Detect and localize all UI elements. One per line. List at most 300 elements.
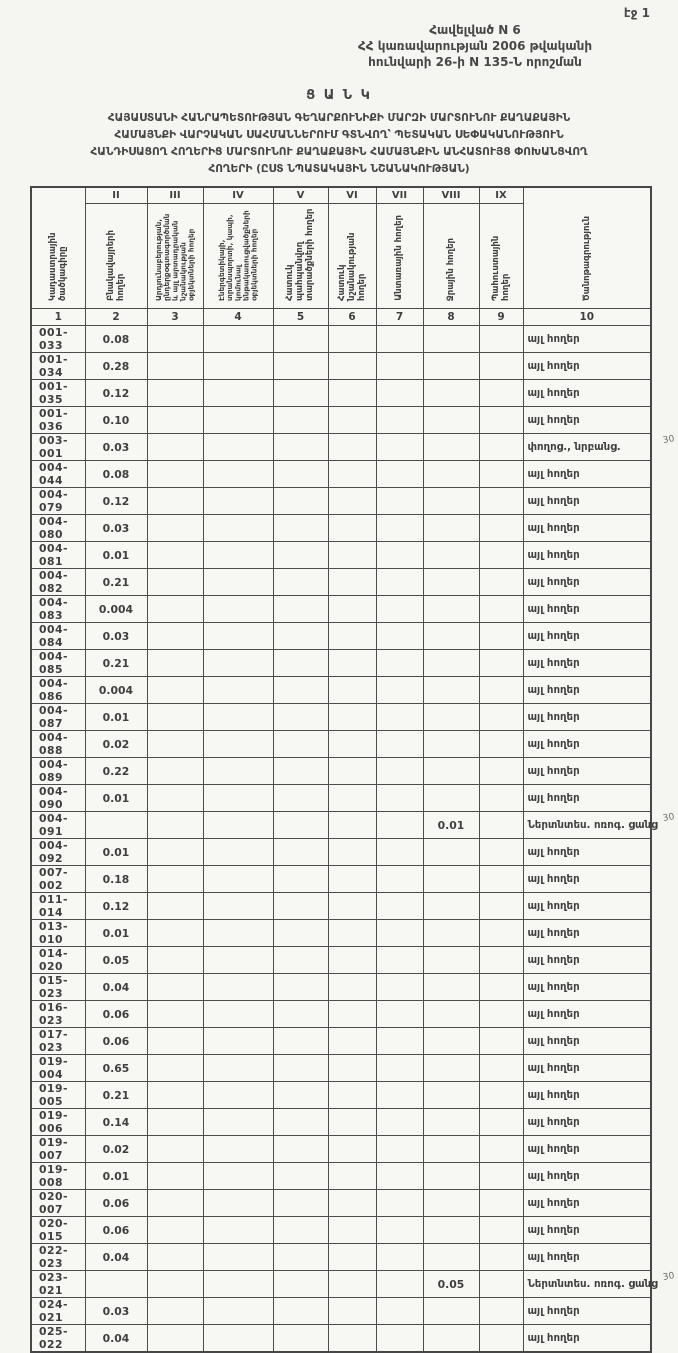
cell-cadastral-code: 004-090 (31, 785, 85, 812)
cell-area-value (273, 326, 328, 353)
cell-area-value (203, 461, 273, 488)
cell-cadastral-code: 004-079 (31, 488, 85, 515)
cell-area-value (203, 380, 273, 407)
remark-text: այլ հողեր (527, 576, 580, 588)
cell-area-value: 0.01 (85, 542, 147, 569)
table-row (31, 569, 651, 596)
annex-line-3: հունվարի 26-ի N 135-Ն որոշման (368, 55, 582, 69)
header-numeral-row (31, 187, 651, 204)
cell-cadastral-code: 004-082 (31, 569, 85, 596)
cell-area-value (203, 677, 273, 704)
handwritten-margin-mark: 30 (661, 812, 675, 824)
cell-area-value (423, 488, 479, 515)
column-number-8: 8 (423, 309, 479, 326)
header-infrastructure-lands-label: Էներգետիկայի, տրանսպորտի, կապի, կոմունալ ենթակառուցվածքների օբյեկտների հողեր (216, 210, 259, 301)
cell-area-value (147, 623, 203, 650)
cell-remark (523, 1001, 651, 1028)
cell-area-value (203, 1325, 273, 1353)
cell-area-value: 0.05 (423, 1271, 479, 1298)
table-row (31, 380, 651, 407)
cell-remark (523, 488, 651, 515)
column-number-5: 5 (273, 309, 328, 326)
cell-remark (523, 569, 651, 596)
cell-cadastral-code: 004-086 (31, 677, 85, 704)
cell-area-value (376, 569, 423, 596)
cell-area-value (479, 1082, 523, 1109)
cell-cadastral-code: 004-083 (31, 596, 85, 623)
cell-area-value (273, 596, 328, 623)
cell-area-value: 0.21 (85, 1082, 147, 1109)
cell-area-value: 0.04 (85, 1325, 147, 1353)
column-number-1: 1 (31, 309, 85, 326)
cell-area-value (203, 731, 273, 758)
cell-area-value (203, 542, 273, 569)
table-row (31, 1271, 651, 1298)
cell-area-value: 0.02 (85, 731, 147, 758)
cell-area-value: 0.03 (85, 623, 147, 650)
cell-area-value (203, 434, 273, 461)
header-remark-label: Ծանոթագրություն (581, 215, 592, 301)
remark-text: այլ հողեր (527, 1008, 580, 1020)
cell-area-value (423, 380, 479, 407)
cell-area-value (479, 974, 523, 1001)
cell-area-value (147, 596, 203, 623)
cell-remark (523, 1028, 651, 1055)
page-number-label: էջ 1 (623, 6, 650, 20)
cell-area-value (147, 1136, 203, 1163)
cell-area-value (479, 866, 523, 893)
cell-area-value (376, 515, 423, 542)
header-water-lands (423, 204, 479, 309)
cell-area-value (423, 1190, 479, 1217)
cell-area-value (328, 893, 376, 920)
header-infrastructure-lands (203, 204, 273, 309)
cell-area-value (479, 1136, 523, 1163)
cell-area-value: 0.06 (85, 1028, 147, 1055)
cell-area-value (273, 1136, 328, 1163)
cell-area-value (376, 1082, 423, 1109)
remark-text: այլ հողեր (527, 549, 580, 561)
cell-area-value (147, 542, 203, 569)
cell-remark (523, 353, 651, 380)
table-row (31, 623, 651, 650)
table-row (31, 326, 651, 353)
cell-area-value (147, 1163, 203, 1190)
header-numeral-3: III (147, 187, 203, 204)
cell-area-value: 0.04 (85, 1244, 147, 1271)
cell-area-value (328, 1082, 376, 1109)
cell-area-value (376, 407, 423, 434)
cell-remark (523, 866, 651, 893)
remark-text: այլ հողեր (527, 414, 580, 426)
cell-area-value (423, 1001, 479, 1028)
cell-area-value (147, 704, 203, 731)
cell-area-value (376, 947, 423, 974)
cell-cadastral-code: 019-004 (31, 1055, 85, 1082)
cell-remark (523, 326, 651, 353)
table-body (31, 326, 675, 1353)
header-cadastral-code (31, 187, 85, 309)
cell-area-value (147, 1298, 203, 1325)
cell-remark (523, 623, 651, 650)
annex-reference-block (300, 22, 650, 70)
cell-area-value (328, 704, 376, 731)
remark-text: այլ հողեր (527, 1305, 580, 1317)
cell-area-value (479, 1190, 523, 1217)
cell-cadastral-code: 004-087 (31, 704, 85, 731)
cell-cadastral-code: 004-084 (31, 623, 85, 650)
cell-area-value (147, 812, 203, 839)
cell-area-value (147, 488, 203, 515)
cell-area-value (479, 731, 523, 758)
cell-remark (523, 1055, 651, 1082)
remark-text: այլ հողեր (527, 387, 580, 399)
cell-area-value (423, 434, 479, 461)
cell-cadastral-code: 004-085 (31, 650, 85, 677)
cell-area-value (376, 1136, 423, 1163)
cell-area-value (328, 326, 376, 353)
cell-area-value (273, 623, 328, 650)
cell-area-value (479, 650, 523, 677)
cell-remark (523, 380, 651, 407)
cell-area-value (479, 461, 523, 488)
cell-area-value (273, 866, 328, 893)
cell-area-value (203, 893, 273, 920)
cell-area-value (203, 353, 273, 380)
column-number-7: 7 (376, 309, 423, 326)
cell-remark (523, 1136, 651, 1163)
cell-cadastral-code: 014-020 (31, 947, 85, 974)
remark-text: այլ հողեր (527, 846, 580, 858)
remark-text: այլ հողեր (527, 1251, 580, 1263)
cell-area-value (203, 1190, 273, 1217)
cell-area-value (85, 812, 147, 839)
cell-area-value (376, 1325, 423, 1353)
cell-area-value (273, 1271, 328, 1298)
table-row (31, 488, 651, 515)
cell-area-value (328, 812, 376, 839)
cell-area-value (328, 1136, 376, 1163)
cell-area-value: 0.06 (85, 1190, 147, 1217)
cell-area-value (147, 1028, 203, 1055)
cell-remark (523, 407, 651, 434)
cell-remark (523, 704, 651, 731)
cell-area-value (423, 1028, 479, 1055)
land-transfer-table (30, 186, 675, 1353)
cell-area-value (203, 488, 273, 515)
remark-text: այլ հողեր (527, 1224, 580, 1236)
cell-area-value (273, 704, 328, 731)
cell-area-value (479, 542, 523, 569)
cell-area-value (147, 1055, 203, 1082)
cell-area-value (376, 1163, 423, 1190)
cell-area-value (423, 785, 479, 812)
remark-text: այլ հողեր (527, 360, 580, 372)
cell-area-value (479, 1028, 523, 1055)
column-number-3: 3 (147, 309, 203, 326)
cell-area-value (328, 596, 376, 623)
cell-area-value (376, 488, 423, 515)
cell-cadastral-code: 001-035 (31, 380, 85, 407)
cell-area-value (147, 839, 203, 866)
cell-remark (523, 1244, 651, 1271)
cell-cadastral-code: 001-036 (31, 407, 85, 434)
cell-remark (523, 434, 675, 461)
cell-area-value (273, 1109, 328, 1136)
cell-area-value (479, 785, 523, 812)
remark-text: այլ հողեր (527, 738, 580, 750)
table-row (31, 785, 651, 812)
cell-area-value (328, 650, 376, 677)
table-row (31, 1136, 651, 1163)
cell-area-value (203, 569, 273, 596)
cell-area-value (479, 596, 523, 623)
cell-remark (523, 758, 651, 785)
cell-area-value: 0.01 (423, 812, 479, 839)
cell-cadastral-code: 019-006 (31, 1109, 85, 1136)
cell-remark (523, 1163, 651, 1190)
header-numeral-7: VII (376, 187, 423, 204)
cell-area-value (203, 1136, 273, 1163)
header-protected-lands-label: Հատուկ պահպանվող տարածքների հողեր (285, 208, 316, 301)
remark-text: այլ հողեր (527, 1143, 580, 1155)
cell-area-value: 0.12 (85, 380, 147, 407)
cell-area-value (423, 1244, 479, 1271)
cell-area-value (423, 623, 479, 650)
cell-area-value (376, 677, 423, 704)
cell-area-value (147, 326, 203, 353)
cell-area-value (273, 353, 328, 380)
cell-area-value (147, 1325, 203, 1353)
cell-area-value (328, 407, 376, 434)
cell-area-value (273, 1298, 328, 1325)
cell-area-value (376, 1028, 423, 1055)
remark-text: այլ հողեր (527, 522, 580, 534)
cell-area-value (147, 650, 203, 677)
cell-cadastral-code: 024-021 (31, 1298, 85, 1325)
cell-area-value (328, 677, 376, 704)
cell-area-value (479, 1298, 523, 1325)
cell-cadastral-code: 004-044 (31, 461, 85, 488)
title-line-1: ՀԱՅԱՍՏԱՆԻ ՀԱՆՐԱՊԵՏՈՒԹՅԱՆ ԳԵՂԱՐՔՈՒՆԻՔԻ ՄԱՐԶԻ ՄԱՐՏՈՒՆՈՒ ՔԱՂԱՔԱՅԻՆ (107, 112, 571, 124)
header-forest-lands (376, 204, 423, 309)
cell-cadastral-code: 019-005 (31, 1082, 85, 1109)
cell-area-value (479, 407, 523, 434)
cell-area-value (147, 569, 203, 596)
cell-area-value (376, 623, 423, 650)
cell-cadastral-code: 011-014 (31, 893, 85, 920)
cell-area-value (273, 650, 328, 677)
remark-text: այլ հողեր (527, 711, 580, 723)
cell-area-value (376, 353, 423, 380)
cell-area-value (376, 1244, 423, 1271)
cell-area-value (423, 947, 479, 974)
cell-area-value (423, 704, 479, 731)
table-row (31, 515, 651, 542)
cell-area-value (147, 1001, 203, 1028)
cell-cadastral-code: 004-081 (31, 542, 85, 569)
cell-remark (523, 893, 651, 920)
cell-area-value (328, 515, 376, 542)
cell-area-value (423, 461, 479, 488)
header-reserve-lands (479, 204, 523, 309)
cell-area-value (376, 542, 423, 569)
cell-area-value (423, 731, 479, 758)
remark-text: այլ հողեր (527, 927, 580, 939)
column-number-4: 4 (203, 309, 273, 326)
cell-area-value: 0.01 (85, 704, 147, 731)
table-row (31, 947, 651, 974)
cell-area-value (479, 1325, 523, 1353)
cell-area-value (376, 380, 423, 407)
cell-cadastral-code: 003-001 (31, 434, 85, 461)
cell-area-value (273, 434, 328, 461)
cell-area-value: 0.14 (85, 1109, 147, 1136)
cell-area-value (376, 758, 423, 785)
cell-area-value (423, 677, 479, 704)
column-number-2: 2 (85, 309, 147, 326)
cell-remark (523, 1271, 675, 1298)
cell-cadastral-code: 004-092 (31, 839, 85, 866)
cell-remark (523, 947, 651, 974)
column-number-6: 6 (328, 309, 376, 326)
cell-area-value (273, 947, 328, 974)
cell-cadastral-code: 017-023 (31, 1028, 85, 1055)
cell-area-value (147, 1244, 203, 1271)
table-row (31, 1001, 651, 1028)
header-forest-lands-label: Անտառային հողեր (394, 215, 405, 301)
table-row (31, 893, 651, 920)
cell-area-value (203, 515, 273, 542)
cell-area-value: 0.01 (85, 785, 147, 812)
cell-area-value (376, 812, 423, 839)
remark-text: այլ հողեր (527, 873, 580, 885)
cell-area-value (328, 1325, 376, 1353)
cell-area-value (273, 1190, 328, 1217)
cell-area-value (328, 920, 376, 947)
cell-area-value: 0.03 (85, 1298, 147, 1325)
cell-cadastral-code: 001-034 (31, 353, 85, 380)
cell-area-value (203, 974, 273, 1001)
cell-area-value (273, 920, 328, 947)
cell-area-value (423, 974, 479, 1001)
cell-remark (523, 677, 651, 704)
table-row (31, 704, 651, 731)
cell-area-value: 0.03 (85, 515, 147, 542)
cell-area-value (147, 920, 203, 947)
cell-area-value (479, 434, 523, 461)
cell-area-value (423, 596, 479, 623)
cell-area-value (147, 1190, 203, 1217)
table-row (31, 542, 651, 569)
cell-area-value (423, 920, 479, 947)
cell-area-value (479, 812, 523, 839)
cell-cadastral-code: 023-021 (31, 1271, 85, 1298)
cell-cadastral-code: 020-007 (31, 1190, 85, 1217)
cell-area-value (147, 515, 203, 542)
cell-area-value (147, 407, 203, 434)
cell-area-value (376, 650, 423, 677)
cell-area-value (328, 974, 376, 1001)
cell-area-value (203, 947, 273, 974)
header-numeral-5: V (273, 187, 328, 204)
cell-area-value (273, 893, 328, 920)
cell-area-value (479, 1109, 523, 1136)
cell-area-value (328, 623, 376, 650)
cell-area-value (423, 1109, 479, 1136)
cell-area-value (203, 1298, 273, 1325)
cell-area-value (147, 893, 203, 920)
cell-area-value: 0.04 (85, 974, 147, 1001)
header-water-lands-label: Ջրային հողեր (445, 237, 456, 301)
cell-area-value (203, 839, 273, 866)
cell-area-value (203, 1028, 273, 1055)
cell-remark (523, 1190, 651, 1217)
cell-area-value (376, 1190, 423, 1217)
cell-area-value: 0.01 (85, 839, 147, 866)
cell-area-value (147, 353, 203, 380)
table-row (31, 677, 651, 704)
cell-area-value (147, 677, 203, 704)
cell-area-value (203, 596, 273, 623)
document-caption: Ց Ա Ն Կ (306, 88, 372, 103)
cell-remark (523, 1217, 651, 1244)
cell-area-value (328, 1190, 376, 1217)
header-settlement-lands-label: Բնակավայրերի հողեր (105, 230, 126, 301)
cell-area-value: 0.65 (85, 1055, 147, 1082)
remark-text: այլ հողեր (527, 900, 580, 912)
remark-text: այլ հողեր (527, 468, 580, 480)
cell-area-value (479, 353, 523, 380)
cell-remark (523, 920, 651, 947)
cell-area-value (423, 1217, 479, 1244)
table-row (31, 434, 651, 461)
table-row (31, 596, 651, 623)
cell-remark (523, 542, 651, 569)
cell-area-value (479, 893, 523, 920)
cell-area-value (147, 758, 203, 785)
cell-cadastral-code: 007-002 (31, 866, 85, 893)
cell-area-value: 0.22 (85, 758, 147, 785)
cell-area-value (203, 407, 273, 434)
table-row (31, 407, 651, 434)
cell-area-value (273, 380, 328, 407)
cell-area-value (273, 812, 328, 839)
remark-text: այլ հողեր (527, 630, 580, 642)
cell-area-value (273, 677, 328, 704)
cell-remark (523, 812, 675, 839)
cell-area-value (147, 731, 203, 758)
cell-area-value: 0.01 (85, 1163, 147, 1190)
cell-area-value: 0.08 (85, 326, 147, 353)
header-numeral-8: VIII (423, 187, 479, 204)
cell-area-value (273, 839, 328, 866)
annex-line-2: ՀՀ կառավարության 2006 թվականի (357, 39, 593, 53)
cell-area-value (479, 515, 523, 542)
cell-cadastral-code: 004-080 (31, 515, 85, 542)
column-number-9: 9 (479, 309, 523, 326)
cell-area-value (376, 1271, 423, 1298)
cell-area-value (328, 434, 376, 461)
cell-area-value (479, 1055, 523, 1082)
table-row (31, 1298, 651, 1325)
cell-area-value (328, 947, 376, 974)
cell-area-value (203, 1163, 273, 1190)
cell-area-value (147, 380, 203, 407)
cell-area-value (147, 1082, 203, 1109)
cell-area-value (203, 785, 273, 812)
cell-area-value (273, 488, 328, 515)
